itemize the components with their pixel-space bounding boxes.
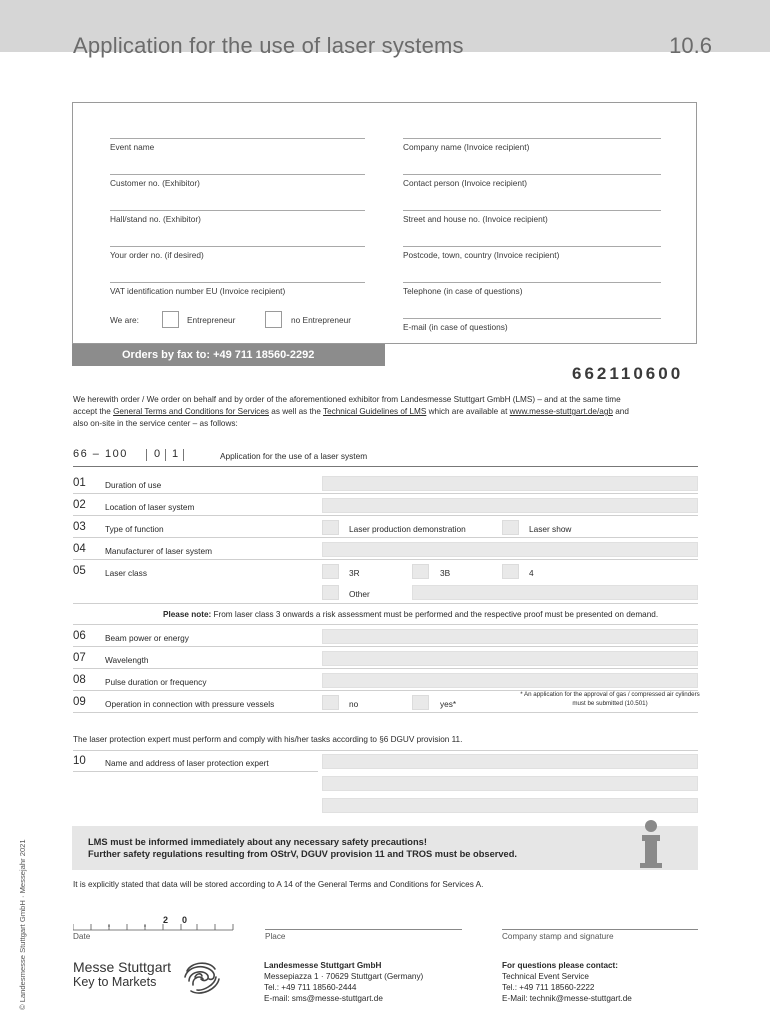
footer-tel: Tel.: +49 711 18560-2444 — [264, 983, 357, 992]
digit-separator — [146, 449, 147, 461]
class-3r-checkbox[interactable] — [322, 564, 339, 579]
footer-email[interactable]: E-mail: sms@messe-stuttgart.de — [264, 994, 383, 1003]
place-label: Place — [265, 932, 286, 941]
row-label-manufacturer: Manufacturer of laser system — [105, 546, 212, 556]
pressure-yes-label: yes* — [440, 699, 457, 709]
row-label-beam-power: Beam power or energy — [105, 633, 189, 643]
form-number: 10.6 — [669, 33, 712, 58]
footer-contact-block — [502, 960, 632, 1004]
footer-contact-head: For questions please contact: — [502, 961, 619, 970]
article-code: 66 – 100 — [73, 448, 128, 460]
row-label-function: Type of function — [105, 524, 164, 534]
wavelength-input[interactable] — [322, 651, 698, 666]
pressure-no-checkbox[interactable] — [322, 695, 339, 710]
pressure-yes-checkbox[interactable] — [412, 695, 429, 710]
row-divider — [73, 537, 698, 538]
row-number: 10 — [73, 755, 86, 767]
class-other-input[interactable] — [412, 585, 698, 600]
footer-company: Landesmesse Stuttgart GmbH — [264, 961, 382, 970]
article-divider — [73, 466, 698, 467]
class-other-label: Other — [349, 589, 370, 599]
row-divider — [73, 603, 698, 604]
article-digit-2: 1 — [172, 448, 179, 460]
fax-banner: Orders by fax to: +49 711 18560-2292 — [72, 344, 385, 366]
email-field[interactable]: E-mail (in case of questions) — [403, 318, 661, 332]
location-input[interactable] — [322, 498, 698, 513]
laser-production-label: Laser production demonstration — [349, 524, 466, 534]
row-label-laser-class: Laser class — [105, 568, 147, 578]
class-3r-label: 3R — [349, 568, 360, 578]
agb-url-link[interactable]: www.messe-stuttgart.de/agb — [509, 407, 613, 416]
info-icon — [636, 818, 666, 870]
expert-name-input-1[interactable] — [322, 754, 698, 769]
row-number: 09 — [73, 696, 86, 708]
stamp-line[interactable] — [502, 929, 698, 930]
intro-text-3: also on-site in the service center – as follows: — [73, 419, 238, 428]
stamp-label: Company stamp and signature — [502, 932, 614, 941]
laser-show-label: Laser show — [529, 524, 572, 534]
row-divider — [73, 515, 698, 516]
logo-name: Messe Stuttgart — [73, 959, 172, 975]
pulse-input[interactable] — [322, 673, 698, 688]
digit-separator — [183, 449, 184, 461]
article-title: Application for the use of a laser system — [220, 451, 368, 461]
we-are-label: We are: — [110, 315, 139, 325]
class-other-checkbox[interactable] — [322, 585, 339, 600]
row-divider — [73, 750, 698, 751]
postcode-field[interactable]: Postcode, town, country (Invoice recipient) — [403, 246, 661, 260]
vat-id-field[interactable]: VAT identification number EU (Invoice recipient) — [110, 282, 365, 296]
row-number: 02 — [73, 499, 86, 511]
row-number: 07 — [73, 652, 86, 664]
beam-power-input[interactable] — [322, 629, 698, 644]
row-number: 01 — [73, 477, 86, 489]
row-label-duration: Duration of use — [105, 480, 162, 490]
class-3b-checkbox[interactable] — [412, 564, 429, 579]
row-label-location: Location of laser system — [105, 502, 195, 512]
fingerprint-logo-icon — [181, 957, 221, 997]
row-number: 08 — [73, 674, 86, 686]
intro-text-2a: accept the — [73, 407, 114, 416]
class-4-checkbox[interactable] — [502, 564, 519, 579]
row-divider — [73, 559, 698, 560]
digit-separator — [165, 449, 166, 461]
row-number: 04 — [73, 543, 86, 555]
class-4-label: 4 — [529, 568, 534, 578]
footer-company-block — [264, 960, 423, 1004]
logo-tagline: Key to Markets — [73, 975, 157, 989]
row-divider — [73, 493, 698, 494]
row-divider — [73, 712, 698, 713]
intro-paragraph — [73, 394, 698, 430]
guidelines-link[interactable]: Technical Guidelines of LMS — [323, 407, 427, 416]
row-number: 03 — [73, 521, 86, 533]
intro-text-2b: as well as the — [269, 407, 324, 416]
data-storage-statement: It is explicitly stated that data will be stored according to A 14 of the General Terms and Conditions for Services A. — [73, 880, 484, 889]
order-no-field[interactable]: Your order no. (if desired) — [110, 246, 365, 260]
no-entrepreneur-checkbox[interactable] — [265, 311, 282, 328]
telephone-field[interactable]: Telephone (in case of questions) — [403, 282, 661, 296]
no-entrepreneur-label: no Entrepreneur — [291, 315, 351, 325]
laser-show-checkbox[interactable] — [502, 520, 519, 535]
company-name-field[interactable]: Company name (Invoice recipient) — [403, 138, 661, 152]
footer-contact-dept: Technical Event Service — [502, 972, 589, 981]
terms-link[interactable]: General Terms and Conditions for Services — [113, 407, 269, 416]
safety-info-line-1: LMS must be informed immediately about any necessary safety precautions! — [88, 837, 427, 847]
footer-contact-tel: Tel.: +49 711 18560-2222 — [502, 983, 595, 992]
entrepreneur-label: Entrepreneur — [187, 315, 236, 325]
date-label: Date — [73, 932, 91, 941]
year-digit-0: 0 — [182, 915, 188, 925]
contact-person-field[interactable]: Contact person (Invoice recipient) — [403, 174, 661, 188]
intro-text-2d: and — [612, 407, 629, 416]
event-name-field[interactable]: Event name — [110, 138, 365, 152]
duration-input[interactable] — [322, 476, 698, 491]
intro-text-2c: which are available at — [426, 407, 510, 416]
laser-class-note — [163, 610, 658, 619]
manufacturer-input[interactable] — [322, 542, 698, 557]
expert-name-input-3[interactable] — [322, 798, 698, 813]
safety-info-box — [72, 826, 698, 870]
row-number: 05 — [73, 565, 86, 577]
footer-contact-email[interactable]: E-Mail: technik@messe-stuttgart.de — [502, 994, 632, 1003]
note-heading: Please note: — [163, 610, 212, 619]
row-divider — [73, 624, 698, 625]
row-label-wavelength: Wavelength — [105, 655, 149, 665]
row-number: 06 — [73, 630, 86, 642]
laser-expert-statement: The laser protection expert must perform and comply with his/her tasks according to §6 DGUV provision 11. — [73, 735, 463, 744]
row-label-pulse: Pulse duration or frequency — [105, 677, 207, 687]
page-title: Application for the use of laser systems — [73, 33, 464, 58]
laser-production-checkbox[interactable] — [322, 520, 339, 535]
expert-name-input-2[interactable] — [322, 776, 698, 791]
pressure-no-label: no — [349, 699, 359, 709]
row-label-pressure-vessels: Operation in connection with pressure vessels — [105, 699, 275, 709]
row-label-laser-expert: Name and address of laser protection expert — [105, 758, 269, 768]
row-divider — [73, 668, 698, 669]
date-input-ticks[interactable] — [73, 918, 238, 932]
safety-info-line-2: Further safety regulations resulting from OStrV, DGUV provision 11 and TROS must be observed. — [88, 849, 517, 859]
note-text: From laser class 3 onwards a risk assessment must be performed and the respective proof must be presented on demand. — [211, 610, 659, 619]
class-3b-label: 3B — [440, 568, 451, 578]
order-code: 662110600 — [572, 364, 684, 383]
side-copyright: © Landesmesse Stuttgart GmbH · Messejahr 2021 — [18, 839, 27, 1010]
hall-stand-field[interactable]: Hall/stand no. (Exhibitor) — [110, 210, 365, 224]
customer-no-field[interactable]: Customer no. (Exhibitor) — [110, 174, 365, 188]
footer-address: Messepiazza 1 · 70629 Stuttgart (Germany) — [264, 972, 424, 981]
year-digit-2: 2 — [163, 915, 169, 925]
pressure-vessel-note: * An application for the approval of gas / compressed air cylinders must be submitted (10.501) — [520, 691, 700, 707]
article-digit-1: 0 — [154, 448, 161, 460]
intro-text-1: We herewith order / We order on behalf and by order of the aforementioned exhibitor from Landesmesse Stuttgart GmbH (LMS) – and at the same time — [73, 395, 621, 404]
entrepreneur-checkbox[interactable] — [162, 311, 179, 328]
row-divider — [73, 771, 318, 772]
place-line[interactable] — [265, 929, 462, 930]
row-divider — [73, 646, 698, 647]
street-field[interactable]: Street and house no. (Invoice recipient) — [403, 210, 661, 224]
